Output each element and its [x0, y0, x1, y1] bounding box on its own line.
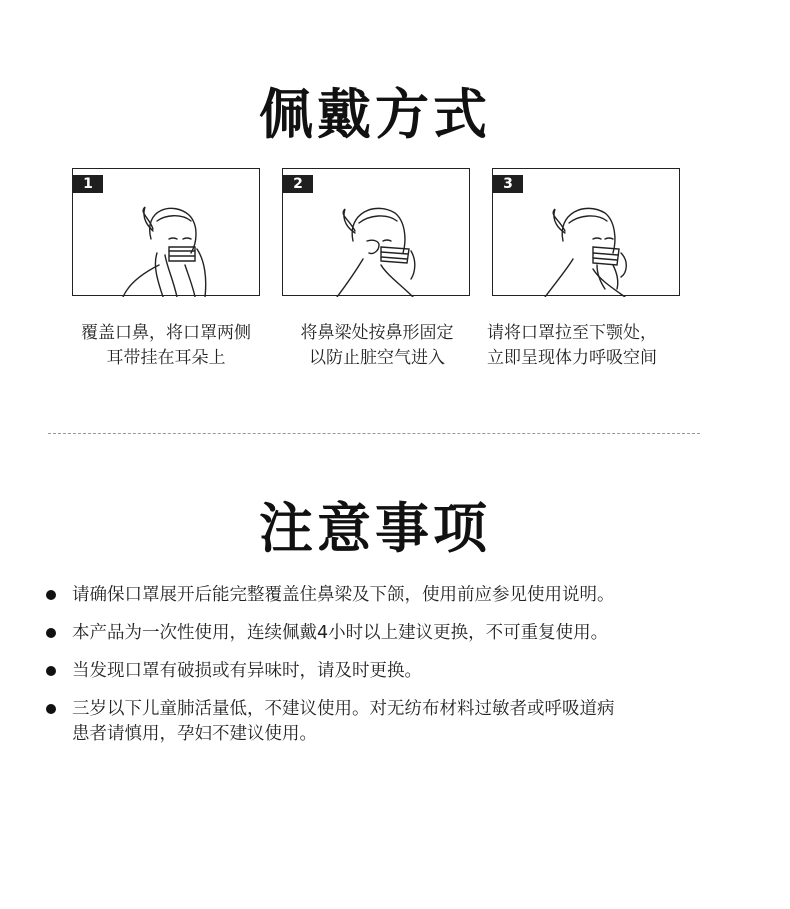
notice-item-3 [44, 659, 724, 684]
step-badge-3: 3 [493, 175, 523, 193]
step-caption-3-line-2: 立即呈现体力呼吸空间 [487, 348, 657, 368]
step-badge-1: 1 [73, 175, 103, 193]
step-card-2 [282, 168, 470, 296]
bullet-icon [46, 704, 56, 714]
bullet-icon [46, 628, 56, 638]
step-caption-2-line-2: 以防止脏空气进入 [309, 348, 445, 368]
bullet-icon [46, 666, 56, 676]
step-caption-1-line-2: 耳带挂在耳朵上 [106, 348, 226, 368]
step-caption-2-line-1: 将鼻梁处按鼻形固定 [300, 323, 454, 343]
notice-item-4-text-line-1: 三岁以下儿童肺活量低，不建议使用。对无纺布材料过敏者或呼吸道病 [72, 699, 615, 719]
step-card-3 [492, 168, 680, 296]
notice-item-4 [44, 697, 724, 747]
step-card-1 [72, 168, 260, 296]
wear-method-title: 佩戴方式 [259, 83, 491, 146]
notice-item-1-text: 请确保口罩展开后能完整覆盖住鼻梁及下颌，使用前应参见使用说明。 [72, 585, 615, 605]
section-divider [48, 433, 700, 434]
notice-item-2-text: 本产品为一次性使用，连续佩戴4小时以上建议更换，不可重复使用。 [72, 623, 609, 643]
bullet-icon [46, 590, 56, 600]
step-badge-2: 2 [283, 175, 313, 193]
notice-title: 注意事项 [259, 497, 491, 560]
notice-item-3-text: 当发现口罩有破损或有异味时，请及时更换。 [72, 661, 422, 681]
notice-item-4-text-line-2: 患者请慎用，孕妇不建议使用。 [72, 724, 317, 744]
step-caption-3 [487, 321, 687, 371]
step-caption-1 [66, 321, 266, 371]
notice-item-2 [44, 621, 724, 646]
step-caption-2 [277, 321, 477, 371]
step-caption-3-line-1: 请将口罩拉至下颚处， [487, 323, 657, 343]
notice-item-1 [44, 583, 724, 608]
step-caption-1-line-1: 覆盖口鼻，将口罩两侧 [81, 323, 251, 343]
notice-list [44, 583, 724, 760]
